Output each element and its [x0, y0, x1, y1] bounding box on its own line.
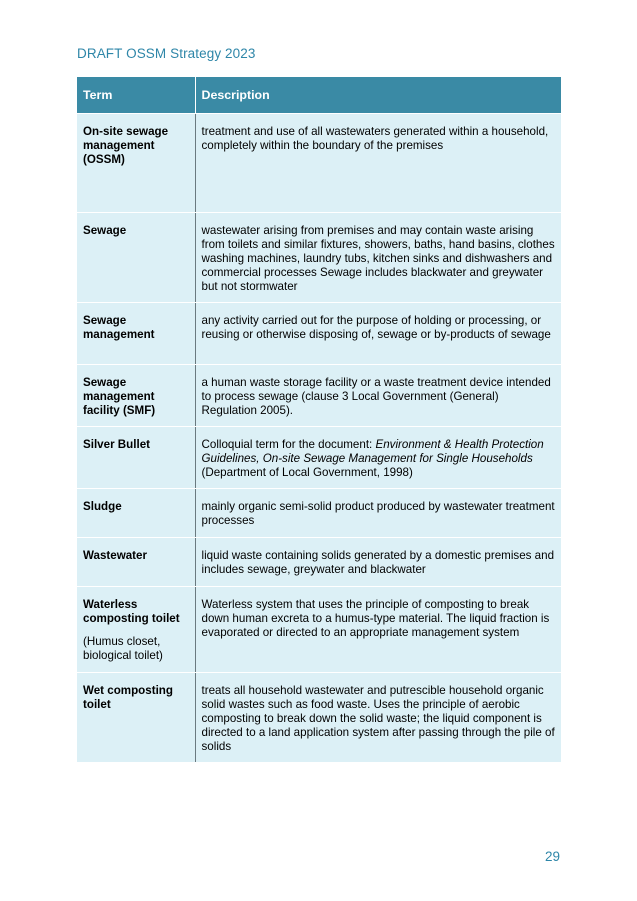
table-row — [77, 427, 561, 489]
term-cell: Sewage management — [77, 303, 195, 365]
term-alternate-names: (Humus closet, biological toilet) — [83, 635, 163, 662]
term-cell: Sludge — [77, 489, 195, 538]
description-prefix: Colloquial term for the document: — [201, 438, 376, 451]
table-row — [77, 114, 561, 213]
description-cell: a human waste storage facility or a waste treatment device intended to process sewage (clause 3 Local Government (General) Regulation 2005). — [195, 365, 561, 427]
description-cell: any activity carried out for the purpose of holding or processing, or reusing or otherwise disposing of, sewage or by-products of sewage — [195, 303, 561, 365]
table-row — [77, 587, 561, 673]
description-suffix: (Department of Local Government, 1998) — [201, 466, 413, 479]
term-label: Waterless composting toilet — [83, 598, 180, 625]
table-row — [77, 538, 561, 587]
term-cell: Sewage — [77, 213, 195, 303]
running-header: DRAFT OSSM Strategy 2023 — [77, 46, 256, 61]
description-cell: treats all household wastewater and putrescible household organic solid wastes such as food waste. Uses the principle of aerobic composting to break down the solid waste; the liquid component is directed to a land application system after passing through the pile of solids — [195, 673, 561, 763]
table-header — [77, 77, 561, 114]
description-cell: Waterless system that uses the principle of composting to break down human excreta to a humus-type material. The liquid fraction is evaporated or directed to an appropriate management system — [195, 587, 561, 673]
table-row — [77, 303, 561, 365]
table-header-row — [77, 77, 561, 114]
description-cell: liquid waste containing solids generated by a domestic premises and includes sewage, greywater and blackwater — [195, 538, 561, 587]
description-cell: treatment and use of all wastewaters generated within a household, completely within the boundary of the premises — [195, 114, 561, 213]
term-cell: Sewage management facility (SMF) — [77, 365, 195, 427]
term-cell: On-site sewage management (OSSM) — [77, 114, 195, 213]
page-number: 29 — [545, 849, 561, 864]
term-cell: Wet composting toilet — [77, 673, 195, 763]
glossary-table — [77, 77, 561, 763]
table-row — [77, 673, 561, 763]
term-cell — [77, 587, 195, 673]
description-cell: mainly organic semi-solid product produced by wastewater treatment processes — [195, 489, 561, 538]
table-body — [77, 114, 561, 763]
table-row — [77, 365, 561, 427]
table-row — [77, 213, 561, 303]
description-cell: wastewater arising from premises and may contain waste arising from toilets and similar fixtures, showers, baths, hand basins, clothes washing machines, laundry tubs, kitchen sinks and dishwashers and commercial processes Sewage includes blackwater and greywater but not stormwater — [195, 213, 561, 303]
document-title: Environment & Health Protection Guidelines, On-site Sewage Management for Single Households — [201, 438, 544, 465]
term-cell: Wastewater — [77, 538, 195, 587]
column-header-term: Term — [77, 77, 195, 114]
table-row — [77, 489, 561, 538]
column-header-description: Description — [195, 77, 561, 114]
description-cell — [195, 427, 561, 489]
term-cell: Silver Bullet — [77, 427, 195, 489]
